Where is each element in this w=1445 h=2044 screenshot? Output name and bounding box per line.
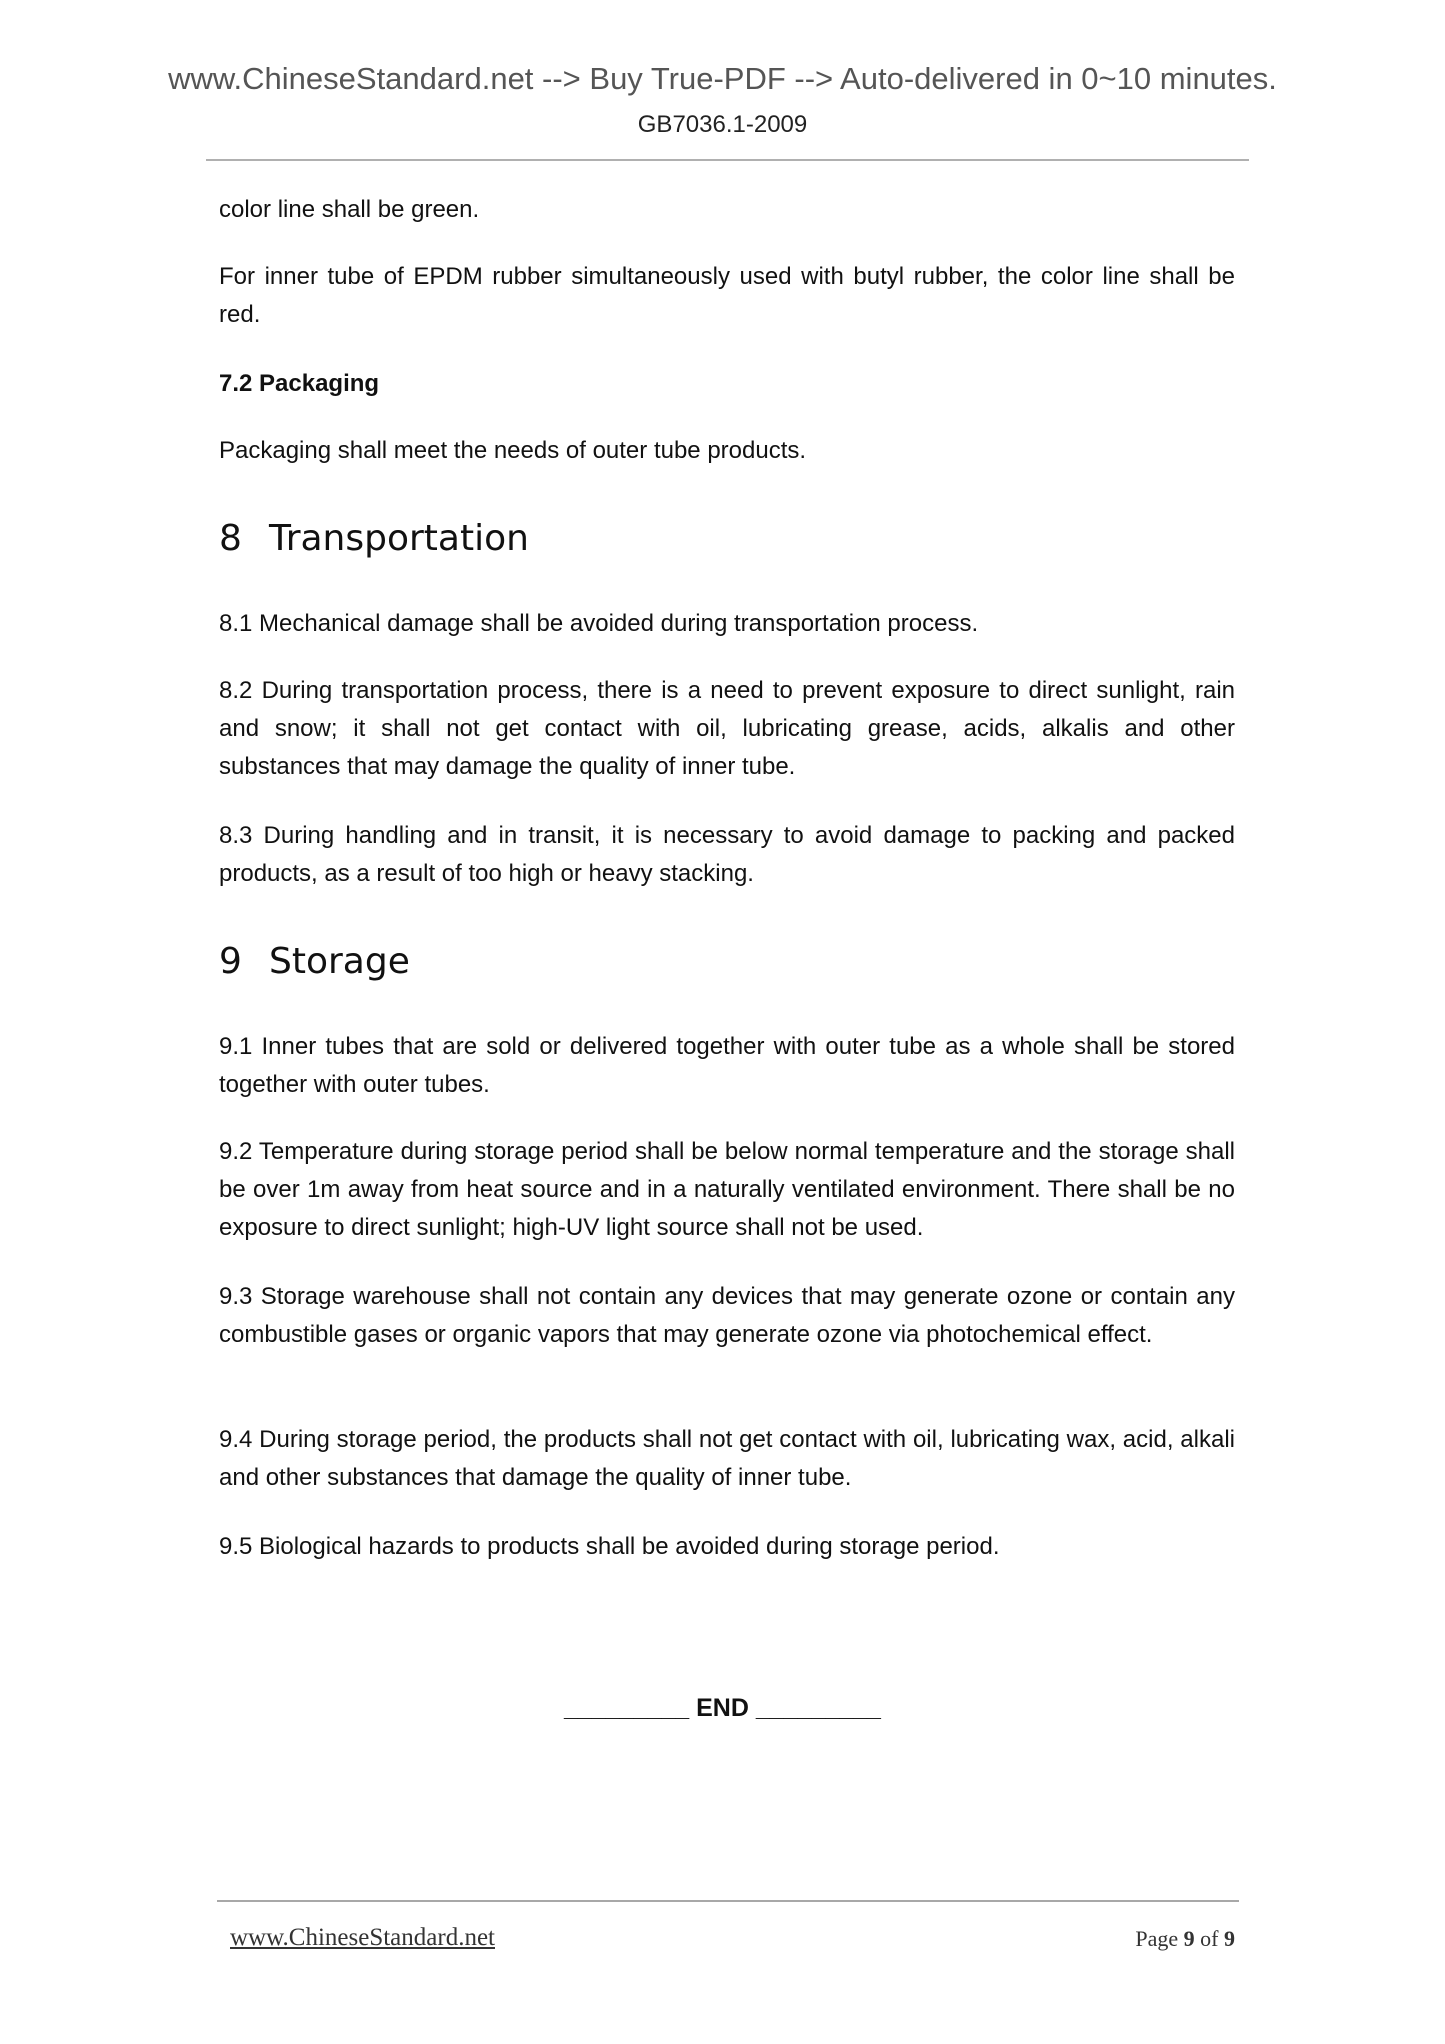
paragraph: 8.1 Mechanical damage shall be avoided during transportation process.	[219, 610, 979, 637]
footer-website-link[interactable]: www.ChineseStandard.net	[230, 1924, 495, 1951]
section-title: Transportation	[269, 518, 529, 559]
section-number: 8	[219, 518, 242, 559]
paragraph: 8.3 During handling and in transit, it is necessary to avoid damage to packing and packed products, as a result of too high or heavy stacking.	[219, 822, 1235, 887]
page-total: 9	[1224, 1926, 1235, 1951]
paragraph: 9.2 Temperature during storage period shall be below normal temperature and the storage shall be over 1m away from heat source and in a naturally ventilated environment. There shall be no exposure to direct sunlight; high-UV light source shall not be used.	[219, 1138, 1235, 1241]
section-heading-transportation	[219, 517, 529, 561]
subsection-heading: 7.2 Packaging	[219, 370, 380, 397]
section-heading-storage	[219, 940, 410, 984]
paragraph: color line shall be green.	[219, 196, 480, 223]
page-of: of	[1200, 1926, 1219, 1951]
page-current: 9	[1183, 1926, 1195, 1951]
paragraph: 9.5 Biological hazards to products shall be avoided during storage period.	[219, 1533, 1000, 1560]
page-label: Page	[1135, 1926, 1179, 1951]
footer-divider	[217, 1900, 1239, 1902]
header-banner: www.ChineseStandard.net --> Buy True-PDF --> Auto-delivered in 0~10 minutes.	[168, 61, 1277, 96]
paragraph: 9.1 Inner tubes that are sold or delivered together with outer tube as a whole shall be stored together with outer tubes.	[219, 1033, 1235, 1098]
document-id: GB7036.1-2009	[637, 111, 808, 138]
page-number	[1135, 1924, 1235, 1954]
section-number: 9	[219, 941, 242, 982]
end-marker: _________ END _________	[564, 1694, 881, 1722]
paragraph: 9.4 During storage period, the products shall not get contact with oil, lubricating wax, acid, alkali and other substances that damage the quality of inner tube.	[219, 1426, 1235, 1491]
header-divider	[206, 159, 1249, 161]
paragraph: For inner tube of EPDM rubber simultaneously used with butyl rubber, the color line shall be red.	[219, 263, 1235, 328]
paragraph: 8.2 During transportation process, there is a need to prevent exposure to direct sunlight, rain and snow; it shall not get contact with oil, lubricating grease, acids, alkalis and other substances that may damage the quality of inner tube.	[219, 677, 1235, 780]
paragraph: 9.3 Storage warehouse shall not contain any devices that may generate ozone or contain any combustible gases or organic vapors that may generate ozone via photochemical effect.	[219, 1283, 1235, 1348]
paragraph: Packaging shall meet the needs of outer tube products.	[219, 437, 807, 464]
section-title: Storage	[269, 941, 410, 982]
